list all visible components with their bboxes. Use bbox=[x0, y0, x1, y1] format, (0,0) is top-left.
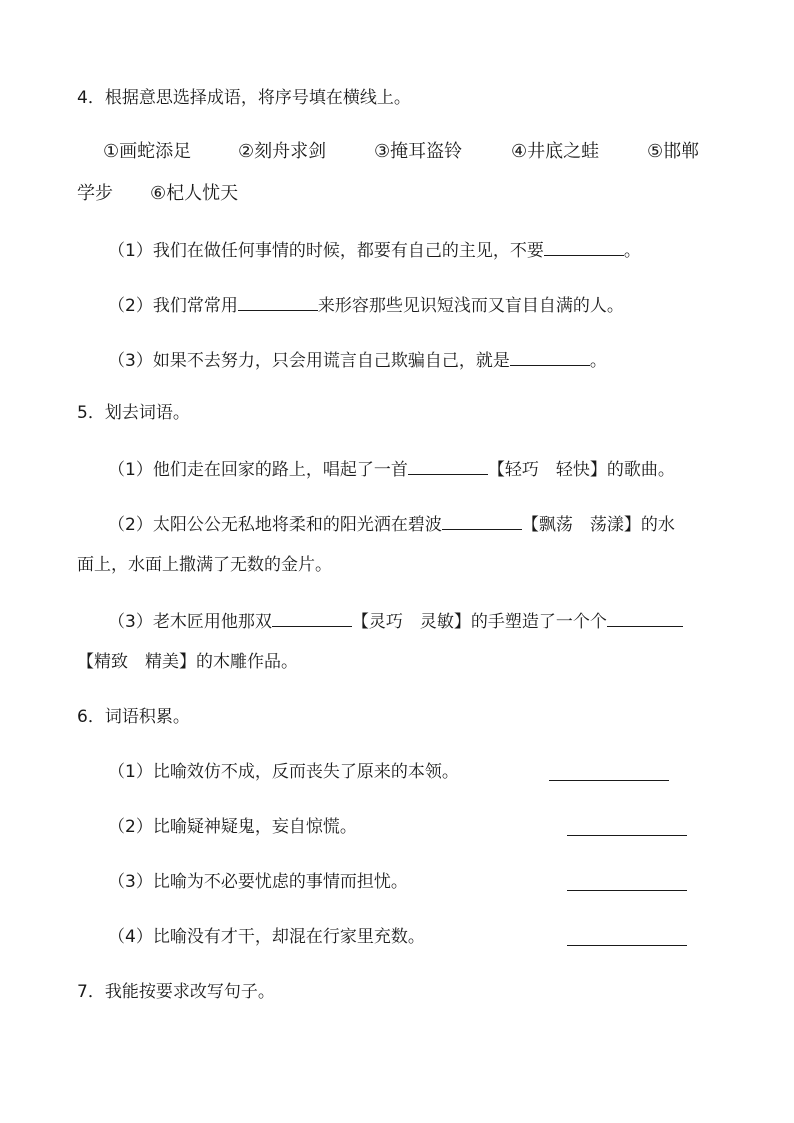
q6-item-2-blank[interactable] bbox=[567, 834, 687, 836]
q6-title: 6．词语积累。 bbox=[77, 707, 190, 727]
q5-item-3-blank-a[interactable] bbox=[272, 608, 352, 627]
q6-item-2: （2）比喻疑神疑鬼，妄自惊慌。 bbox=[108, 817, 357, 837]
q5-item-1: （1）他们走在回家的路上，唱起了一首 【轻巧 轻快】的歌曲。 bbox=[108, 456, 675, 482]
q5-item-3: （3）老木匠用他那双 【灵巧 灵敏】的手塑造了一个个 bbox=[108, 608, 683, 634]
q6-item-1: （1）比喻效仿不成，反而丧失了原来的本领。 bbox=[108, 762, 459, 782]
q4-title: 4．根据意思选择成语，将序号填在横线上。 bbox=[77, 88, 411, 108]
q5-item-3-cont: 【精致 精美】的木雕作品。 bbox=[77, 652, 298, 672]
q6-item-4-blank[interactable] bbox=[567, 944, 687, 946]
q5-item-2: （2）太阳公公无私地将柔和的阳光洒在碧波 【飘荡 荡漾】的水 bbox=[108, 511, 675, 537]
q5-item-2-blank[interactable] bbox=[442, 511, 522, 530]
q6-item-3: （3）比喻为不必要忧虑的事情而担忧。 bbox=[108, 872, 408, 892]
q4-option-4: ④井底之蛙 bbox=[511, 141, 600, 162]
q4-option-2: ②刻舟求剑 bbox=[238, 141, 327, 162]
q4-item-3: （3）如果不去努力，只会用谎言自己欺骗自己，就是 。 bbox=[108, 347, 607, 373]
q6-item-4: （4）比喻没有才干，却混在行家里充数。 bbox=[108, 927, 425, 947]
q4-option-3: ③掩耳盗铃 bbox=[374, 141, 463, 162]
q7-title: 7．我能按要求改写句子。 bbox=[77, 982, 275, 1002]
q5-item-1-blank[interactable] bbox=[408, 456, 488, 475]
q4-item-2: （2）我们常常用 来形容那些见识短浅而又盲目自满的人。 bbox=[108, 292, 624, 318]
q4-item-1-blank[interactable] bbox=[544, 237, 624, 256]
q6-item-1-blank[interactable] bbox=[549, 779, 669, 781]
q4-option-5: ⑤邯郸 bbox=[647, 141, 700, 162]
q4-option-1: ①画蛇添足 bbox=[103, 141, 192, 162]
q5-item-2-cont: 面上，水面上撒满了无数的金片。 bbox=[77, 555, 332, 575]
q4-option-5-cont: 学步 bbox=[77, 183, 113, 204]
q4-item-3-blank[interactable] bbox=[510, 347, 590, 366]
q6-item-3-blank[interactable] bbox=[567, 889, 687, 891]
q5-item-3-blank-b[interactable] bbox=[607, 608, 683, 627]
q4-option-6: ⑥杞人忧天 bbox=[150, 183, 239, 204]
q4-item-1: （1）我们在做任何事情的时候，都要有自己的主见，不要 。 bbox=[108, 237, 641, 263]
q4-item-2-blank[interactable] bbox=[238, 292, 318, 311]
q4-options-row1 bbox=[103, 140, 191, 164]
q5-title: 5．划去词语。 bbox=[77, 403, 190, 423]
